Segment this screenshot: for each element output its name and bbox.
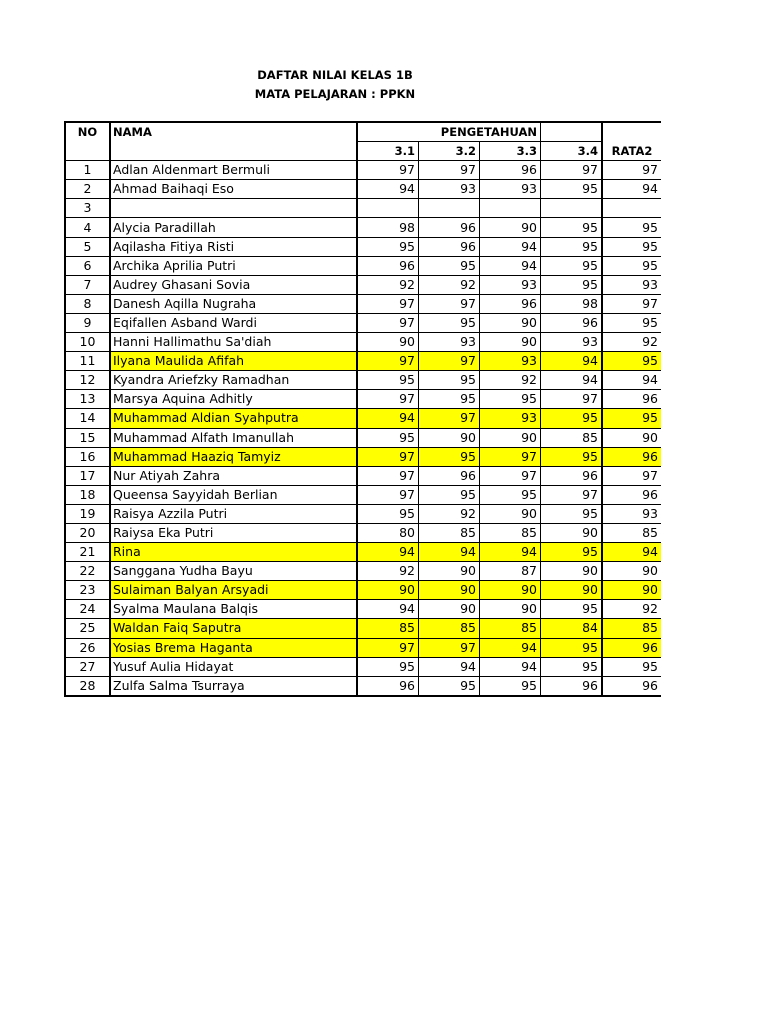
cell-no: 6 (65, 256, 110, 275)
cell-3-3: 95 (480, 485, 541, 504)
cell-3-1: 85 (357, 619, 419, 638)
header-nama-cont (110, 142, 357, 161)
cell-3-2: 96 (419, 466, 480, 485)
cell-rata2: 95 (602, 256, 661, 275)
header-no: NO (65, 122, 110, 142)
cell-no: 12 (65, 371, 110, 390)
cell-nama: Eqifallen Asband Wardi (110, 313, 357, 332)
cell-nama: Audrey Ghasani Sovia (110, 275, 357, 294)
cell-3-4: 95 (541, 657, 603, 676)
cell-no: 7 (65, 275, 110, 294)
table-row (65, 600, 661, 619)
cell-3-2: 96 (419, 237, 480, 256)
cell-nama: Nur Atiyah Zahra (110, 466, 357, 485)
sheet-title: DAFTAR NILAI KELAS 1B (257, 68, 413, 82)
cell-3-1: 97 (357, 294, 419, 313)
cell-rata2: 90 (602, 581, 661, 600)
table-row (65, 562, 661, 581)
cell-no: 17 (65, 466, 110, 485)
cell-rata2: 94 (602, 180, 661, 199)
cell-3-1: 94 (357, 409, 419, 428)
cell-nama: Ilyana Maulida Afifah (110, 352, 357, 371)
table-row (65, 275, 661, 294)
table-row (65, 504, 661, 523)
cell-rata2 (602, 199, 661, 218)
cell-3-3: 94 (480, 657, 541, 676)
cell-3-3: 93 (480, 409, 541, 428)
cell-3-2: 93 (419, 180, 480, 199)
cell-nama: Yusuf Aulia Hidayat (110, 657, 357, 676)
cell-rata2: 90 (602, 428, 661, 447)
cell-3-4: 95 (541, 180, 603, 199)
table-row (65, 543, 661, 562)
cell-3-2: 85 (419, 619, 480, 638)
header-rata2: RATA2 (602, 142, 661, 161)
cell-3-2: 94 (419, 657, 480, 676)
cell-3-2: 95 (419, 485, 480, 504)
cell-nama: Zulfa Salma Tsurraya (110, 676, 357, 696)
cell-3-3: 94 (480, 256, 541, 275)
cell-3-2: 85 (419, 523, 480, 542)
cell-3-1: 97 (357, 390, 419, 409)
cell-3-3: 90 (480, 581, 541, 600)
header-3-1: 3.1 (357, 142, 419, 161)
table-row (65, 466, 661, 485)
cell-rata2: 95 (602, 313, 661, 332)
cell-3-1: 97 (357, 161, 419, 180)
cell-nama: Muhammad Aldian Syahputra (110, 409, 357, 428)
cell-nama: Alycia Paradillah (110, 218, 357, 237)
table-row (65, 409, 661, 428)
cell-3-2: 97 (419, 352, 480, 371)
cell-3-1: 96 (357, 256, 419, 275)
cell-3-4: 95 (541, 218, 603, 237)
cell-3-4: 95 (541, 504, 603, 523)
cell-3-4: 96 (541, 313, 603, 332)
cell-rata2: 92 (602, 333, 661, 352)
table-row (65, 313, 661, 332)
table-row (65, 390, 661, 409)
cell-3-2: 95 (419, 447, 480, 466)
cell-3-3: 95 (480, 390, 541, 409)
cell-nama: Waldan Faiq Saputra (110, 619, 357, 638)
cell-3-2: 95 (419, 256, 480, 275)
cell-3-1: 94 (357, 600, 419, 619)
table-row (65, 256, 661, 275)
cell-3-3: 92 (480, 371, 541, 390)
cell-no: 21 (65, 543, 110, 562)
cell-3-1: 94 (357, 180, 419, 199)
cell-3-2 (419, 199, 480, 218)
cell-no: 28 (65, 676, 110, 696)
cell-nama: Queensa Sayyidah Berlian (110, 485, 357, 504)
cell-3-3: 95 (480, 676, 541, 696)
table-row (65, 619, 661, 638)
cell-3-1: 95 (357, 428, 419, 447)
cell-nama: Muhammad Haaziq Tamyiz (110, 447, 357, 466)
table-row (65, 581, 661, 600)
cell-3-4: 94 (541, 371, 603, 390)
cell-3-1: 97 (357, 447, 419, 466)
cell-3-1: 96 (357, 676, 419, 696)
cell-rata2: 97 (602, 466, 661, 485)
header-pengetahuan: PENGETAHUAN (357, 122, 541, 142)
cell-rata2: 96 (602, 485, 661, 504)
cell-3-1: 94 (357, 543, 419, 562)
cell-3-3: 96 (480, 161, 541, 180)
cell-no: 11 (65, 352, 110, 371)
cell-rata2: 92 (602, 600, 661, 619)
cell-rata2: 95 (602, 657, 661, 676)
cell-3-1: 98 (357, 218, 419, 237)
cell-rata2: 97 (602, 294, 661, 313)
cell-3-4: 95 (541, 600, 603, 619)
table-row (65, 485, 661, 504)
cell-no: 4 (65, 218, 110, 237)
cell-rata2: 95 (602, 352, 661, 371)
cell-3-2: 97 (419, 294, 480, 313)
cell-no: 25 (65, 619, 110, 638)
header-3-3: 3.3 (480, 142, 541, 161)
cell-3-1: 95 (357, 371, 419, 390)
cell-no: 14 (65, 409, 110, 428)
cell-3-2: 97 (419, 638, 480, 657)
cell-no: 27 (65, 657, 110, 676)
cell-3-1: 95 (357, 504, 419, 523)
cell-3-1: 90 (357, 581, 419, 600)
cell-3-2: 94 (419, 543, 480, 562)
cell-3-3: 93 (480, 180, 541, 199)
cell-3-4: 95 (541, 638, 603, 657)
cell-nama: Archika Aprilia Putri (110, 256, 357, 275)
table-row (65, 352, 661, 371)
cell-3-4: 94 (541, 352, 603, 371)
cell-3-4: 96 (541, 676, 603, 696)
cell-3-1: 92 (357, 275, 419, 294)
table-row (65, 523, 661, 542)
cell-3-2: 95 (419, 390, 480, 409)
header-nama: NAMA (110, 122, 357, 142)
cell-3-2: 90 (419, 562, 480, 581)
cell-3-3: 93 (480, 352, 541, 371)
table-row (65, 371, 661, 390)
cell-3-2: 90 (419, 600, 480, 619)
cell-3-1: 97 (357, 466, 419, 485)
cell-3-1: 97 (357, 313, 419, 332)
cell-nama (110, 199, 357, 218)
cell-no: 15 (65, 428, 110, 447)
cell-3-4: 95 (541, 275, 603, 294)
header-empty (541, 122, 603, 142)
cell-3-4: 95 (541, 447, 603, 466)
cell-3-4: 84 (541, 619, 603, 638)
table-row (65, 180, 661, 199)
cell-3-1: 92 (357, 562, 419, 581)
cell-no: 16 (65, 447, 110, 466)
cell-3-2: 92 (419, 275, 480, 294)
cell-nama: Kyandra Ariefzky Ramadhan (110, 371, 357, 390)
cell-no: 9 (65, 313, 110, 332)
cell-rata2: 94 (602, 543, 661, 562)
table-row (65, 218, 661, 237)
cell-3-4: 95 (541, 409, 603, 428)
cell-3-2: 90 (419, 581, 480, 600)
cell-3-2: 95 (419, 371, 480, 390)
cell-3-2: 97 (419, 409, 480, 428)
cell-3-4: 85 (541, 428, 603, 447)
cell-nama: Marsya Aquina Adhitly (110, 390, 357, 409)
cell-3-4: 90 (541, 562, 603, 581)
cell-3-2: 97 (419, 161, 480, 180)
cell-3-4: 98 (541, 294, 603, 313)
cell-no: 24 (65, 600, 110, 619)
cell-rata2: 95 (602, 218, 661, 237)
cell-3-3: 90 (480, 218, 541, 237)
cell-nama: Adlan Aldenmart Bermuli (110, 161, 357, 180)
cell-nama: Sanggana Yudha Bayu (110, 562, 357, 581)
table-row (65, 657, 661, 676)
cell-nama: Raisya Azzila Putri (110, 504, 357, 523)
cell-3-3: 94 (480, 237, 541, 256)
cell-3-3: 90 (480, 504, 541, 523)
cell-3-4 (541, 199, 603, 218)
cell-3-2: 90 (419, 428, 480, 447)
cell-3-3: 90 (480, 333, 541, 352)
cell-3-1: 95 (357, 237, 419, 256)
cell-3-3: 94 (480, 543, 541, 562)
header-3-4: 3.4 (541, 142, 603, 161)
table-row (65, 161, 661, 180)
cell-3-4: 90 (541, 581, 603, 600)
cell-3-4: 90 (541, 523, 603, 542)
cell-3-3: 96 (480, 294, 541, 313)
cell-nama: Ahmad Baihaqi Eso (110, 180, 357, 199)
cell-3-1: 97 (357, 352, 419, 371)
cell-3-3 (480, 199, 541, 218)
cell-no: 1 (65, 161, 110, 180)
cell-3-3: 85 (480, 619, 541, 638)
cell-3-3: 97 (480, 447, 541, 466)
cell-3-1: 90 (357, 333, 419, 352)
cell-rata2: 96 (602, 447, 661, 466)
cell-no: 5 (65, 237, 110, 256)
cell-3-3: 85 (480, 523, 541, 542)
cell-3-4: 95 (541, 256, 603, 275)
cell-nama: Raiysa Eka Putri (110, 523, 357, 542)
cell-3-2: 93 (419, 333, 480, 352)
cell-rata2: 96 (602, 390, 661, 409)
cell-rata2: 93 (602, 504, 661, 523)
cell-3-2: 92 (419, 504, 480, 523)
cell-3-1: 97 (357, 638, 419, 657)
cell-3-1 (357, 199, 419, 218)
cell-nama: Danesh Aqilla Nugraha (110, 294, 357, 313)
cell-rata2: 90 (602, 562, 661, 581)
cell-no: 26 (65, 638, 110, 657)
cell-nama: Aqilasha Fitiya Risti (110, 237, 357, 256)
cell-no: 19 (65, 504, 110, 523)
table-row (65, 294, 661, 313)
cell-3-4: 97 (541, 390, 603, 409)
cell-3-4: 95 (541, 543, 603, 562)
cell-3-3: 94 (480, 638, 541, 657)
cell-3-3: 97 (480, 466, 541, 485)
cell-rata2: 94 (602, 371, 661, 390)
cell-no: 2 (65, 180, 110, 199)
cell-no: 23 (65, 581, 110, 600)
subject-title: MATA PELAJARAN : PPKN (254, 87, 416, 101)
cell-3-3: 93 (480, 275, 541, 294)
header-row-2 (65, 142, 661, 161)
cell-nama: Yosias Brema Haganta (110, 638, 357, 657)
header-avg-top (602, 122, 661, 142)
cell-3-1: 97 (357, 485, 419, 504)
table-row (65, 428, 661, 447)
table-row (65, 333, 661, 352)
cell-rata2: 93 (602, 275, 661, 294)
header-no-cont (65, 142, 110, 161)
table-row (65, 638, 661, 657)
cell-nama: Rina (110, 543, 357, 562)
cell-nama: Sulaiman Balyan Arsyadi (110, 581, 357, 600)
header-3-2: 3.2 (419, 142, 480, 161)
cell-3-2: 95 (419, 313, 480, 332)
cell-no: 22 (65, 562, 110, 581)
cell-rata2: 95 (602, 237, 661, 256)
table-row (65, 447, 661, 466)
cell-3-3: 87 (480, 562, 541, 581)
cell-3-4: 95 (541, 237, 603, 256)
cell-3-1: 95 (357, 657, 419, 676)
table-row (65, 237, 661, 256)
cell-no: 3 (65, 199, 110, 218)
cell-no: 18 (65, 485, 110, 504)
cell-no: 13 (65, 390, 110, 409)
cell-3-3: 90 (480, 600, 541, 619)
cell-rata2: 97 (602, 161, 661, 180)
grades-table (64, 121, 661, 697)
cell-3-3: 90 (480, 313, 541, 332)
header-row-1 (65, 122, 661, 142)
cell-no: 20 (65, 523, 110, 542)
cell-rata2: 96 (602, 676, 661, 696)
cell-3-4: 97 (541, 161, 603, 180)
cell-3-3: 90 (480, 428, 541, 447)
cell-no: 10 (65, 333, 110, 352)
cell-3-2: 96 (419, 218, 480, 237)
cell-nama: Hanni Hallimathu Sa'diah (110, 333, 357, 352)
table-row (65, 199, 661, 218)
cell-3-1: 80 (357, 523, 419, 542)
cell-nama: Muhammad Alfath Imanullah (110, 428, 357, 447)
cell-rata2: 96 (602, 638, 661, 657)
cell-rata2: 85 (602, 523, 661, 542)
table-row (65, 676, 661, 696)
cell-rata2: 85 (602, 619, 661, 638)
cell-3-4: 97 (541, 485, 603, 504)
cell-no: 8 (65, 294, 110, 313)
cell-rata2: 95 (602, 409, 661, 428)
cell-nama: Syalma Maulana Balqis (110, 600, 357, 619)
cell-3-4: 93 (541, 333, 603, 352)
cell-3-2: 95 (419, 676, 480, 696)
cell-3-4: 96 (541, 466, 603, 485)
